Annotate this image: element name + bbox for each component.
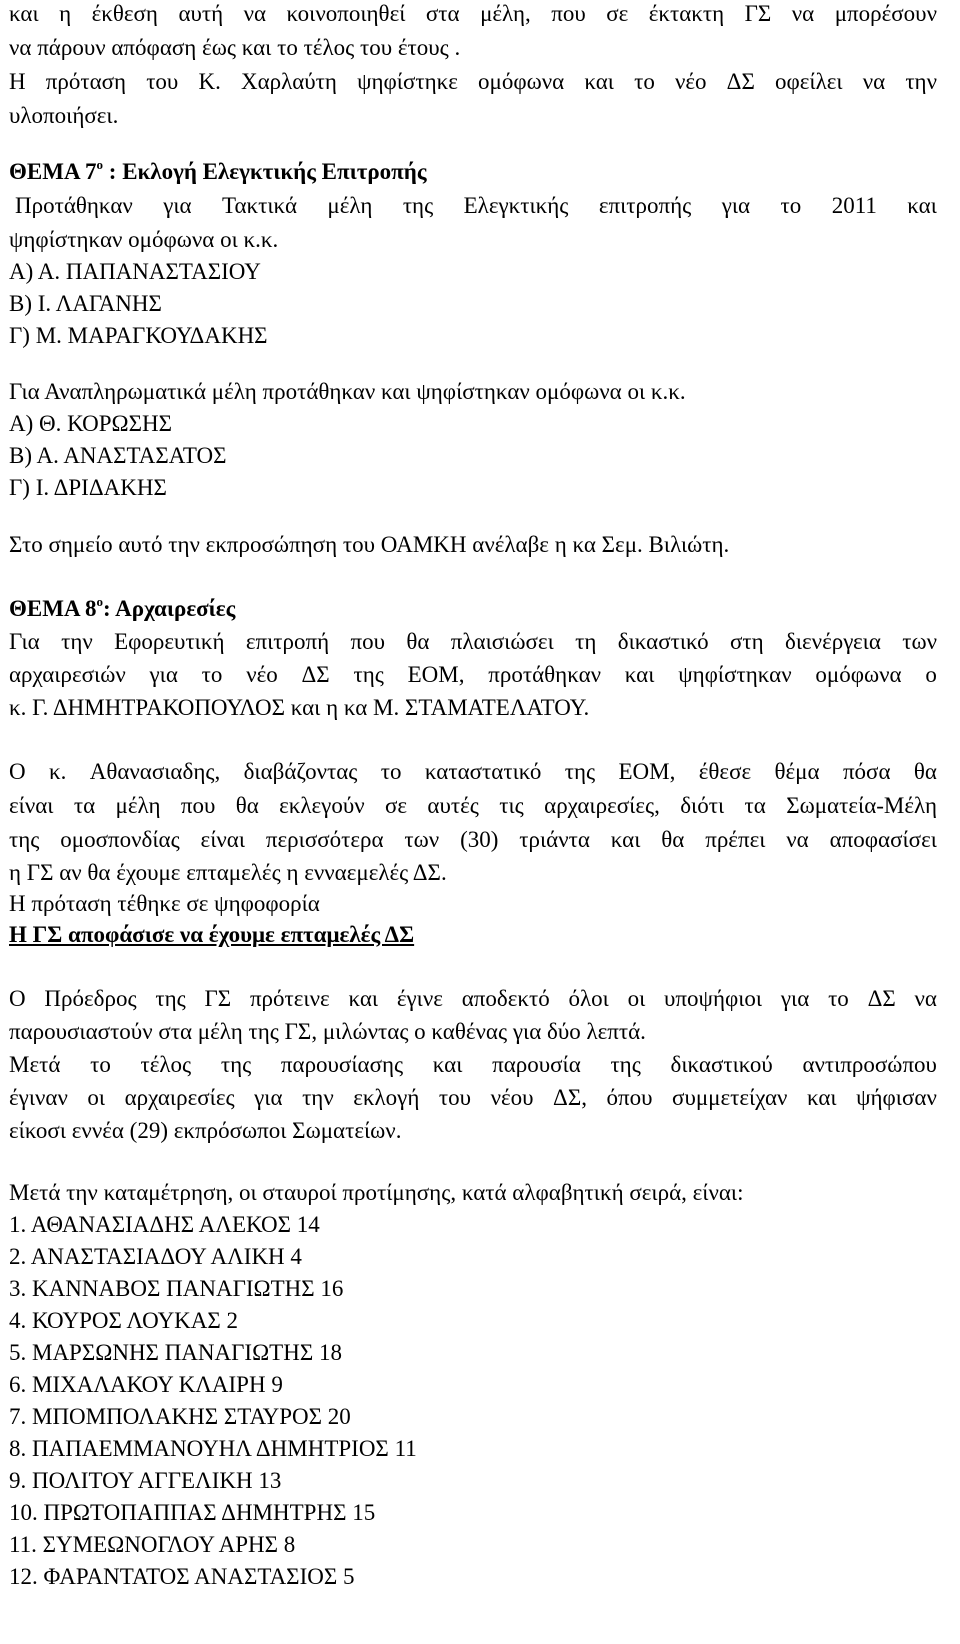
word: παρουσίασης xyxy=(280,1052,404,1077)
word: ΓΣ xyxy=(744,1,772,26)
word: οι xyxy=(87,1085,106,1110)
word: Πρόεδρος xyxy=(44,986,137,1011)
athanasiadis-line: η ΓΣ αν θα έχουμε επταμελές η ενναεμελές ΔΣ. xyxy=(9,860,447,885)
word: όπου xyxy=(606,1085,653,1110)
word: αποδεκτό xyxy=(461,986,550,1011)
word: μέλη, xyxy=(480,1,531,26)
word: και xyxy=(9,1,39,26)
word: της xyxy=(564,759,596,784)
word: έθεσε xyxy=(698,759,752,784)
word: καταστατικό xyxy=(424,759,542,784)
word: Μετά xyxy=(9,1052,61,1077)
word: τα xyxy=(744,793,766,818)
word: των xyxy=(902,629,937,654)
word: σε xyxy=(606,1,629,26)
word: να xyxy=(791,1,815,26)
word: ΔΣ xyxy=(726,69,755,94)
word: περισσότερα xyxy=(265,827,384,852)
word: ΔΣ xyxy=(301,662,330,687)
word: τριάντα xyxy=(519,827,590,852)
committee-line xyxy=(9,663,937,686)
word: τις xyxy=(499,793,524,818)
word: ΕΟΜ, xyxy=(618,759,676,784)
word: το xyxy=(201,662,223,687)
result-item: 2. ΑΝΑΣΤΑΣΙΑΔΟΥ ΑΛΙΚΗ 4 xyxy=(9,1244,302,1269)
intro-line-3 xyxy=(9,70,937,93)
topic-7-heading: ΘΕΜΑ $7^o$ : Εκλογή Ελεγκτικής Επιτροπής xyxy=(9,157,427,184)
word: αντιπροσώπου xyxy=(802,1052,937,1077)
word: της xyxy=(353,662,384,687)
word: αυτές xyxy=(427,793,479,818)
word: όλοι xyxy=(568,986,609,1011)
result-item: 3. ΚΑΝΝΑΒΟΣ ΠΑΝΑΓΙΩΤΗΣ 16 xyxy=(9,1276,344,1301)
word: Χαρλαύτη xyxy=(240,69,337,94)
word: παρουσία xyxy=(492,1052,581,1077)
word: κ. xyxy=(49,759,67,784)
word: των xyxy=(404,827,440,852)
word: Για xyxy=(9,629,40,654)
regular-member: Β) Ι. ΛΑΓΑΝΗΣ xyxy=(9,291,162,316)
word: να xyxy=(243,1,267,26)
word: της xyxy=(9,827,40,852)
word: Ο xyxy=(9,759,26,784)
result-item: 10. ΠΡΩΤΟΠΑΠΠΑΣ ΔΗΜΗΤΡΗΣ 15 xyxy=(9,1500,376,1525)
intro-line-1 xyxy=(9,2,937,25)
committee-line: κ. Γ. ΔΗΜΗΤΡΑΚΟΠΟΥΛΟΣ και η κα Μ. ΣΤΑΜΑΤΕΛΑΤΟΥ. xyxy=(9,695,590,720)
word: έκθεση xyxy=(91,1,158,26)
word: εκλεγούν xyxy=(279,793,365,818)
word: Η xyxy=(9,69,26,94)
word: Ο xyxy=(9,986,26,1011)
word: Εφορευτική xyxy=(114,629,225,654)
word: την xyxy=(905,69,937,94)
word: του xyxy=(146,69,179,94)
word: στα xyxy=(425,1,460,26)
word: ομόφωνα xyxy=(815,662,902,687)
word: σε xyxy=(385,793,408,818)
word: αποφασίσει xyxy=(829,827,937,852)
word: μέλη xyxy=(327,193,373,218)
vote-line: Η πρόταση τέθηκε σε ψηφοφορία xyxy=(9,891,320,916)
word: κοινοποιηθεί xyxy=(286,1,406,26)
word: που xyxy=(551,1,586,26)
word: έκτακτη xyxy=(648,1,725,26)
word: και xyxy=(806,1085,837,1110)
word: και xyxy=(348,986,379,1011)
word: πρόταση xyxy=(45,69,127,94)
word: της xyxy=(402,193,434,218)
word: ΔΣ, xyxy=(553,1085,587,1110)
regular-member: Α) Α. ΠΑΠΑΝΑΣΤΑΣΙΟΥ xyxy=(9,259,261,284)
alternates-intro: Για Αναπληρωματικά μέλη προτάθηκαν και ψηφίστηκαν ομόφωνα οι κ.κ. xyxy=(9,379,686,404)
intro-line-2: να πάρουν απόφαση έως και το τέλος του έτους . xyxy=(9,35,461,60)
intro-line-4: υλοποιήσει. xyxy=(9,103,119,128)
word: θέμα xyxy=(774,759,820,784)
committee-line xyxy=(9,630,937,653)
word: αρχαιρεσιών xyxy=(9,662,126,687)
word: το xyxy=(828,986,849,1011)
word: να xyxy=(862,69,886,94)
word: Τακτικά xyxy=(222,193,297,218)
topic-7-proposal-line-2: ψηφίστηκαν ομόφωνα οι κ.κ. xyxy=(9,227,279,252)
result-item: 5. ΜΑΡΣΩΝΗΣ ΠΑΝΑΓΙΩΤΗΣ 18 xyxy=(9,1340,342,1365)
word: οφείλει xyxy=(774,69,843,94)
decision-line: Η ΓΣ αποφάσισε να έχουμε επταμελές ΔΣ xyxy=(9,922,415,947)
word: Σωματεία-Μέλη xyxy=(786,793,937,818)
word: νέο xyxy=(674,69,707,94)
word: διενέργεια xyxy=(784,629,881,654)
word: το xyxy=(90,1052,111,1077)
word: Κ. xyxy=(198,69,221,94)
word: διότι xyxy=(680,793,725,818)
word: επιτροπής xyxy=(598,193,692,218)
result-item: 4. ΚΟΥΡΟΣ ΛΟΥΚΑΣ 2 xyxy=(9,1308,239,1333)
result-item: 11. ΣΥΜΕΩΝΟΓΛΟΥ ΑΡΗΣ 8 xyxy=(9,1532,296,1557)
athanasiadis-line xyxy=(9,760,937,783)
president-line: παρουσιαστούν στα μέλη της ΓΣ, μιλώντας ο καθένας για δύο λεπτά. xyxy=(9,1019,646,1044)
word: και xyxy=(432,1052,463,1077)
result-item: 8. ΠΑΠΑΕΜΜΑΝΟΥΗΛ ΔΗΜΗΤΡΙΟΣ 11 xyxy=(9,1436,417,1461)
athanasiadis-line xyxy=(9,794,937,817)
word: ψήφισαν xyxy=(856,1085,937,1110)
word: πρέπει xyxy=(705,827,766,852)
word: της xyxy=(220,1052,252,1077)
word: ΔΣ xyxy=(867,986,896,1011)
results-intro: Μετά την καταμέτρηση, οι σταυροί προτίμησης, κατά αλφαβητική σειρά, είναι: xyxy=(9,1180,744,1205)
word: το xyxy=(780,193,802,218)
word: να xyxy=(786,827,809,852)
word: νέο xyxy=(246,662,278,687)
word: ΕΟΜ, xyxy=(407,662,465,687)
word: θα xyxy=(661,827,685,852)
word: Ελεγκτικής xyxy=(463,193,569,218)
word: θα xyxy=(235,793,259,818)
word: διαβάζοντας xyxy=(243,759,358,784)
word: αρχαιρεσίες xyxy=(124,1085,235,1110)
alternate-member: Γ) Ι. ΔΡΙΔΑΚΗΣ xyxy=(9,475,167,500)
word: προτάθηκαν xyxy=(488,662,602,687)
word: ομοσπονδίας xyxy=(60,827,180,852)
word: ομόφωνα xyxy=(478,69,565,94)
alternate-member: Β) Α. ΑΝΑΣΤΑΣΑΤΟΣ xyxy=(9,443,227,468)
word: έγινε xyxy=(396,986,443,1011)
word: αρχαιρεσίες, xyxy=(544,793,660,818)
word: είναι xyxy=(9,793,54,818)
word: θα xyxy=(913,759,937,784)
word: ψηφίστηκε xyxy=(357,69,458,94)
word: συμμετείχαν xyxy=(672,1085,788,1110)
word: την xyxy=(302,1085,334,1110)
word: 2011 xyxy=(831,193,877,218)
result-item: 1. ΑΘΑΝΑΣΙΑΔΗΣ ΑΛΕΚΟΣ 14 xyxy=(9,1212,320,1237)
word: πλαισιώσει xyxy=(450,629,554,654)
representation-note: Στο σημείο αυτό την εκπροσώπηση του ΟΑΜΚΗ ανέλαβε η κα Σεμ. Βιλιώτη. xyxy=(9,532,730,557)
word: για xyxy=(780,986,810,1011)
athanasiadis-line xyxy=(9,828,937,851)
word: ο xyxy=(925,662,937,687)
word: της xyxy=(155,986,186,1011)
word: και xyxy=(584,69,614,94)
word: δικαστικού xyxy=(670,1052,773,1077)
word: Προτάθηκαν xyxy=(15,193,133,218)
word: τα xyxy=(73,793,96,818)
word: Αθανασιαδης, xyxy=(89,759,221,784)
result-item: 9. ΠΟΛΙΤΟΥ ΑΓΓΕΛΙΚΗ 13 xyxy=(9,1468,282,1493)
word: νέου xyxy=(490,1085,534,1110)
president-line xyxy=(9,987,937,1010)
word: υποψήφιοι xyxy=(664,986,763,1011)
result-item: 7. ΜΠΟΜΠΟΛΑΚΗΣ ΣΤΑΥΡΟΣ 20 xyxy=(9,1404,351,1429)
word: εκλογή xyxy=(353,1085,420,1110)
word: μπορέσουν xyxy=(834,1,937,26)
result-item: 6. ΜΙΧΑΛΑΚΟΥ ΚΛΑΙΡΗ 9 xyxy=(9,1372,283,1397)
word: τέλος xyxy=(140,1052,192,1077)
word: πόσα xyxy=(842,759,891,784)
word: την xyxy=(61,629,93,654)
word: ΓΣ xyxy=(204,986,232,1011)
elections-line xyxy=(9,1086,937,1109)
word: επιτροπή xyxy=(245,629,330,654)
word: πρότεινε xyxy=(249,986,330,1011)
word: για xyxy=(721,193,751,218)
word: θα xyxy=(406,629,430,654)
word: τη xyxy=(575,629,597,654)
word: για xyxy=(254,1085,283,1110)
elections-line xyxy=(9,1053,937,1076)
topic-8-heading: ΘΕΜΑ $8^o$: Αρχαιρεσίες xyxy=(9,594,236,621)
word: είναι xyxy=(200,827,246,852)
word: που xyxy=(180,793,216,818)
alternate-member: Α) Θ. ΚΟΡΩΣΗΣ xyxy=(9,411,173,436)
word: το xyxy=(634,69,655,94)
word: οι xyxy=(627,986,646,1011)
word: ψηφίστηκαν xyxy=(678,662,792,687)
word: και xyxy=(907,193,937,218)
word: του xyxy=(438,1085,472,1110)
word: μέλη xyxy=(115,793,161,818)
result-item: 12. ΦΑΡΑΝΤΑΤΟΣ ΑΝΑΣΤΑΣΙΟΣ 5 xyxy=(9,1564,355,1589)
word: αυτή xyxy=(178,1,224,26)
word: το xyxy=(380,759,402,784)
word: η xyxy=(59,1,72,26)
regular-member: Γ) Μ. ΜΑΡΑΓΚΟΥΔΑΚΗΣ xyxy=(9,323,268,348)
word: έγιναν xyxy=(9,1085,68,1110)
word: που xyxy=(350,629,386,654)
word: (30) xyxy=(460,827,499,852)
word: και xyxy=(610,827,641,852)
word: της xyxy=(610,1052,641,1077)
word: για xyxy=(149,662,178,687)
word: στη xyxy=(729,629,764,654)
word: να xyxy=(914,986,937,1011)
elections-line: είκοσι εννέα (29) εκπρόσωποι Σωματείων. xyxy=(9,1118,402,1143)
word: για xyxy=(163,193,192,218)
word: και xyxy=(624,662,655,687)
word: δικαστικό xyxy=(617,629,709,654)
topic-7-proposal-line-1 xyxy=(15,194,937,217)
